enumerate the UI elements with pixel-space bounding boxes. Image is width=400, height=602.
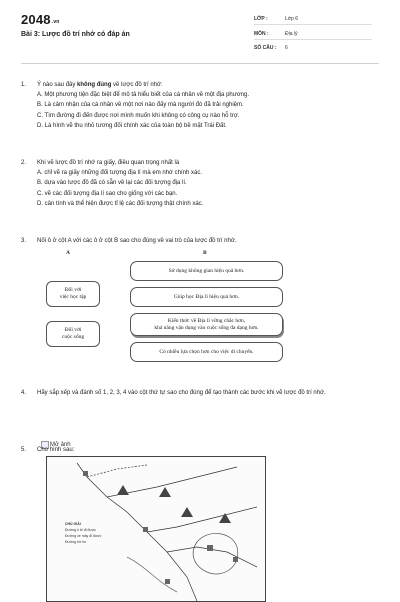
match-a-life[interactable]: Đối với cuộc sống xyxy=(46,321,100,347)
road-line xyxy=(87,465,147,477)
option-a: A. chỉ vẽ ra giấy những đối tượng địa lí mà em nhớ chính xác. xyxy=(37,170,202,177)
question-number: 4. xyxy=(21,390,27,396)
mountain-icon xyxy=(159,487,171,497)
option-d: D. Là hình vẽ thu nhỏ tương đối chính xác của toàn bộ bề mặt Trái Đất. xyxy=(37,122,227,129)
option-c: C. Tìm đường đi đến được nơi mình muốn khi không có công cụ nào hỗ trợ. xyxy=(37,112,240,119)
column-b-heading: B xyxy=(203,250,207,256)
question-stem: Ý nào sau đây không đúng về lược đồ trí nhớ: xyxy=(37,82,163,88)
header-divider xyxy=(21,63,379,64)
building-icon xyxy=(165,579,170,584)
mountain-icon xyxy=(117,485,129,495)
mountain-icon xyxy=(219,513,231,523)
building-icon xyxy=(83,471,88,476)
question-stem: Nối ô ở cột A với các ô ở cột B sao cho đúng về vai trò của lược đồ trí nhớ. xyxy=(37,238,237,244)
map-legend xyxy=(65,521,101,545)
option-c: C. vẽ các đối tượng địa lí sao cho giống với các bạn. xyxy=(37,190,178,197)
match-a-learning[interactable]: Đối với việc học tập xyxy=(46,281,100,307)
mountain-icons xyxy=(117,485,231,523)
match-b-space[interactable]: Sử dụng không gian hiệu quả hơn. xyxy=(130,261,283,281)
mental-map-figure xyxy=(46,456,266,602)
question-number: 1. xyxy=(21,82,27,88)
legend-item-lake-shore: Đường bờ hồ xyxy=(65,540,87,544)
option-b: B. dựa vào lược đồ đã có sẵn về lại các đối tượng địa lí. xyxy=(37,180,187,187)
site-logo[interactable]: $2048^{.vn}$ xyxy=(21,12,60,27)
question-number: 3. xyxy=(21,238,27,244)
open-image-link[interactable]: Mở ảnh xyxy=(41,441,71,449)
match-b-study[interactable]: Giúp học Địa lí hiệu quả hơn. xyxy=(130,287,283,307)
mountain-icon xyxy=(181,507,193,517)
lesson-title: Bài 3: Lược đồ trí nhớ có đáp án xyxy=(21,31,130,38)
building-icon xyxy=(143,527,148,532)
match-b-knowledge[interactable]: Kiến thức về Địa lí vững chắc hơn, khả năng vận dụng vào cuộc sống đa dạng hơn. xyxy=(130,313,283,336)
building-icons xyxy=(83,471,238,584)
option-a: A. Một phương tiện đặc biệt để mô tả hiểu biết của cá nhân về một địa phương. xyxy=(37,92,250,99)
question-number: 2. xyxy=(21,160,27,166)
road-line xyxy=(147,507,257,532)
river-line xyxy=(127,557,177,592)
match-b-movement[interactable]: Có nhiều lựa chọn hơn cho việc di chuyển. xyxy=(130,342,283,362)
question-number: 5. xyxy=(21,447,27,453)
map-legend-title: CHÚ GIẢI xyxy=(65,522,81,526)
option-d: D. cân tính và thể hiện được tỉ lệ các đối tượng thật chính xác. xyxy=(37,200,204,207)
option-b: B. Là cảm nhận của cá nhân về một nơi nào đấy mà người đó đã trải nghiệm. xyxy=(37,102,244,109)
question-stem: Cho hình sau: xyxy=(37,447,75,453)
legend-item-car-road: Đường ô tô đi được xyxy=(65,528,96,532)
question-stem: Khi vẽ lược đồ trí nhớ ra giấy, điều quan trọng nhất là xyxy=(37,160,180,166)
building-icon xyxy=(207,545,213,551)
column-a-heading: A xyxy=(66,250,70,256)
question-stem: Hãy sắp xếp và đánh số 1, 2, 3, 4 vào cột thứ tự sao cho đúng để tạo thành các bước khi vẽ lược đồ trí nhớ. xyxy=(37,390,326,396)
building-icon xyxy=(233,557,238,562)
page-header: $2048^{.vn}$ Bài 3: Lược đồ trí nhớ có đáp án LỚP : Lớp 6 MÔN : Địa lý SỐ CÂU : 6 xyxy=(0,0,400,66)
legend-item-motorbike-road: Đường xe máy đi được xyxy=(65,534,102,538)
